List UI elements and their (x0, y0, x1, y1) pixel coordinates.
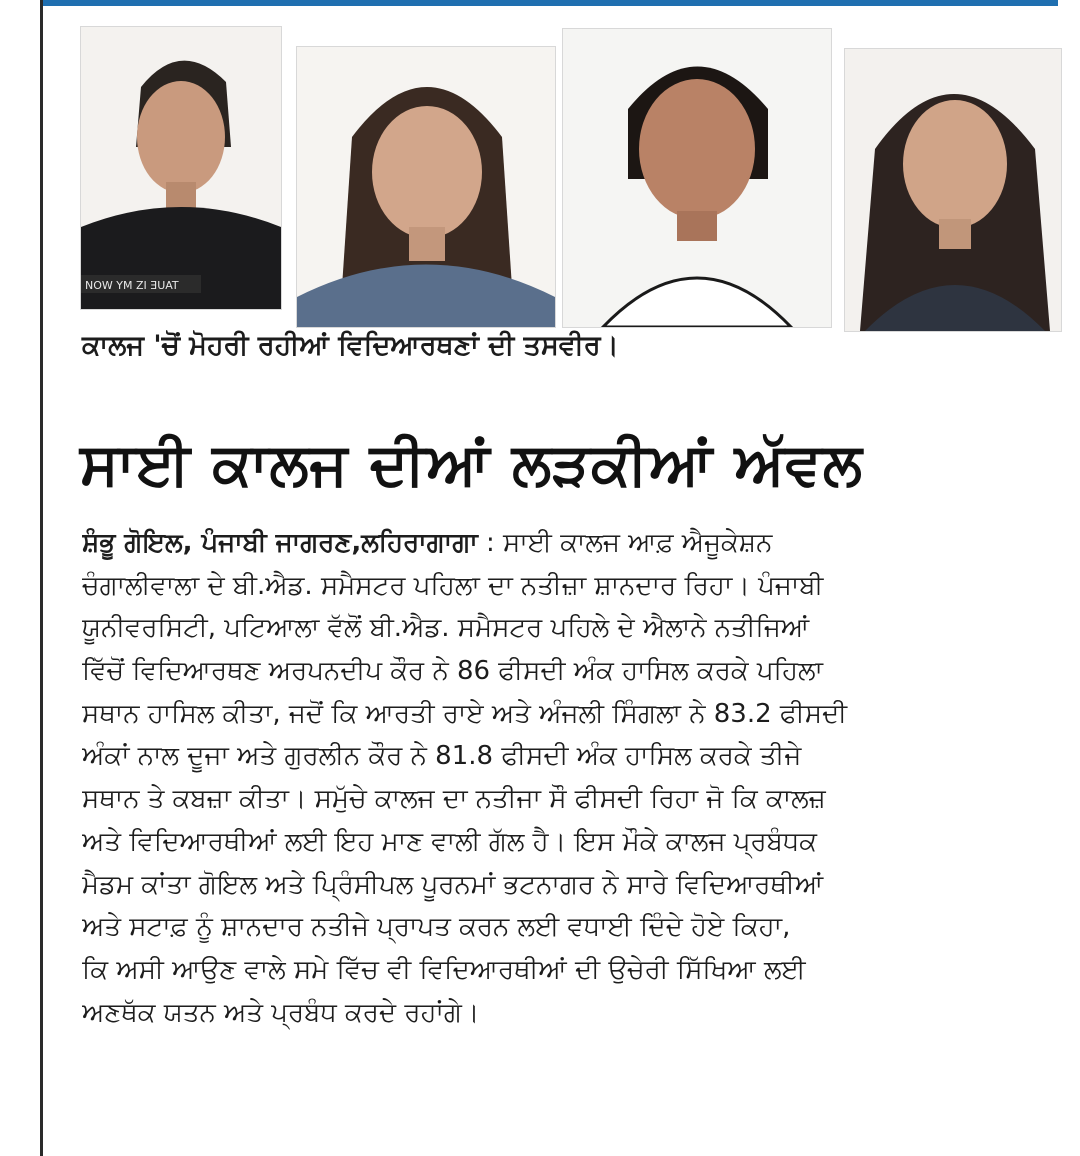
article-line: ਯੂਨੀਵਰਸਿਟੀ, ਪਟਿਆਲਾ ਵੱਲੋਂ ਬੀ.ਐਡ. ਸਮੈਸਟਰ ਪਹਿਲੇ ਦੇ ਐਲਾਨੇ ਨਤੀਜਿਆਂ (82, 613, 810, 644)
article-line: ਚੰਗਾਲੀਵਾਲਾ ਦੇ ਬੀ.ਐਡ. ਸਮੈਸਟਰ ਪਹਿਲਾ ਦਾ ਨਤੀਜ਼ਾ ਸ਼ਾਨਦਾਰ ਰਿਹਾ। ਪੰਜਾਬੀ (82, 570, 824, 601)
headline: ਸਾਈ ਕਾਲਜ ਦੀਆਂ ਲੜਕੀਆਂ ਅੱਵਲ (80, 430, 863, 498)
article-line: ਸਥਾਨ ਹਾਸਿਲ ਕੀਤਾ, ਜਦੋਂ ਕਿ ਆਰਤੀ ਰਾਏ ਅਤੇ ਅੰਜਲੀ ਸਿੰਗਲਾ ਨੇ 83.2 ਫੀਸਦੀ (82, 698, 848, 729)
article-line-text: : ਸਾਈ ਕਾਲਜ ਆਫ਼ ਐਜੂਕੇਸ਼ਨ (477, 528, 773, 558)
article-line: ਮੈਡਮ ਕਾਂਤਾ ਗੋਇਲ ਅਤੇ ਪ੍ਰਿੰਸੀਪਲ ਪੂਰਨਮਾਂ ਭਟਨਾਗਰ ਨੇ ਸਾਰੇ ਵਿਦਿਆਰਥੀਆਂ (82, 869, 824, 900)
column-rule (40, 0, 43, 1156)
article-line: ਅਤੇ ਵਿਦਿਆਰਥੀਆਂ ਲਈ ਇਹ ਮਾਣ ਵਾਲੀ ਗੱਲ ਹੈ। ਇਸ ਮੌਕੇ ਕਾਲਜ ਪ੍ਰਬੰਧਕ (82, 826, 817, 857)
byline: ਸ਼ੰਭੂ ਗੋਇਲ, ਪੰਜਾਬੀ ਜਾਗਰਣ,ਲਹਿਰਾਗਾਗਾ (82, 528, 478, 558)
article-line: ਅਤੇ ਸਟਾਫ਼ ਨੂੰ ਸ਼ਾਨਦਾਰ ਨਤੀਜੇ ਪ੍ਰਾਪਤ ਕਰਨ ਲਈ ਵਧਾਈ ਦਿੰਦੇ ਹੋਏ ਕਿਹਾ, (82, 912, 791, 943)
photo-caption: ਕਾਲਜ 'ਚੋਂ ਮੋਹਰੀ ਰਹੀਆਂ ਵਿਦਿਆਰਥਣਾਂ ਦੀ ਤਸਵੀਰ। (82, 330, 619, 361)
student-photo-3 (562, 28, 832, 328)
article-line: ਸਥਾਨ ਤੇ ਕਬਜ਼ਾ ਕੀਤਾ। ਸਮੁੱਚੇ ਕਾਲਜ ਦਾ ਨਤੀਜਾ ਸੌ ਫੀਸਦੀ ਰਿਹਾ ਜੋ ਕਿ ਕਾਲਜ਼ (82, 784, 826, 815)
top-accent-rule (42, 0, 1058, 6)
article-line (82, 522, 1047, 565)
article-line: ਵਿੱਚੋਂ ਵਿਦਿਆਰਥਣ ਅਰਪਨਦੀਪ ਕੌਰ ਨੇ 86 ਫੀਸਦੀ ਅੰਕ ਹਾਸਿਲ ਕਰਕੇ ਪਹਿਲਾ (82, 656, 823, 687)
student-photo-4 (844, 48, 1062, 332)
article-line: ਅੰਕਾਂ ਨਾਲ ਦੂਜਾ ਅਤੇ ਗੁਰਲੀਨ ਕੌਰ ਨੇ 81.8 ਫੀਸਦੀ ਅੰਕ ਹਾਸਿਲ ਕਰਕੇ ਤੀਜੇ (82, 741, 802, 772)
shirt-print: NOW YM ZI ƎUAT (85, 279, 179, 292)
article-body (82, 522, 1047, 1034)
article-line: ਅਣਥੱਕ ਯਤਨ ਅਤੇ ਪ੍ਰਬੰਧ ਕਰਦੇ ਰਹਾਂਗੇ। (82, 997, 480, 1028)
photo-row (78, 24, 1062, 308)
student-photo-1 (80, 26, 282, 310)
article-line: ਕਿ ਅਸੀ ਆਉਣ ਵਾਲੇ ਸਮੇ ਵਿੱਚ ਵੀ ਵਿਦਿਆਰਥੀਆਂ ਦੀ ਉਚੇਰੀ ਸਿੱਖਿਆ ਲਈ (82, 954, 806, 985)
student-photo-2 (296, 46, 556, 328)
